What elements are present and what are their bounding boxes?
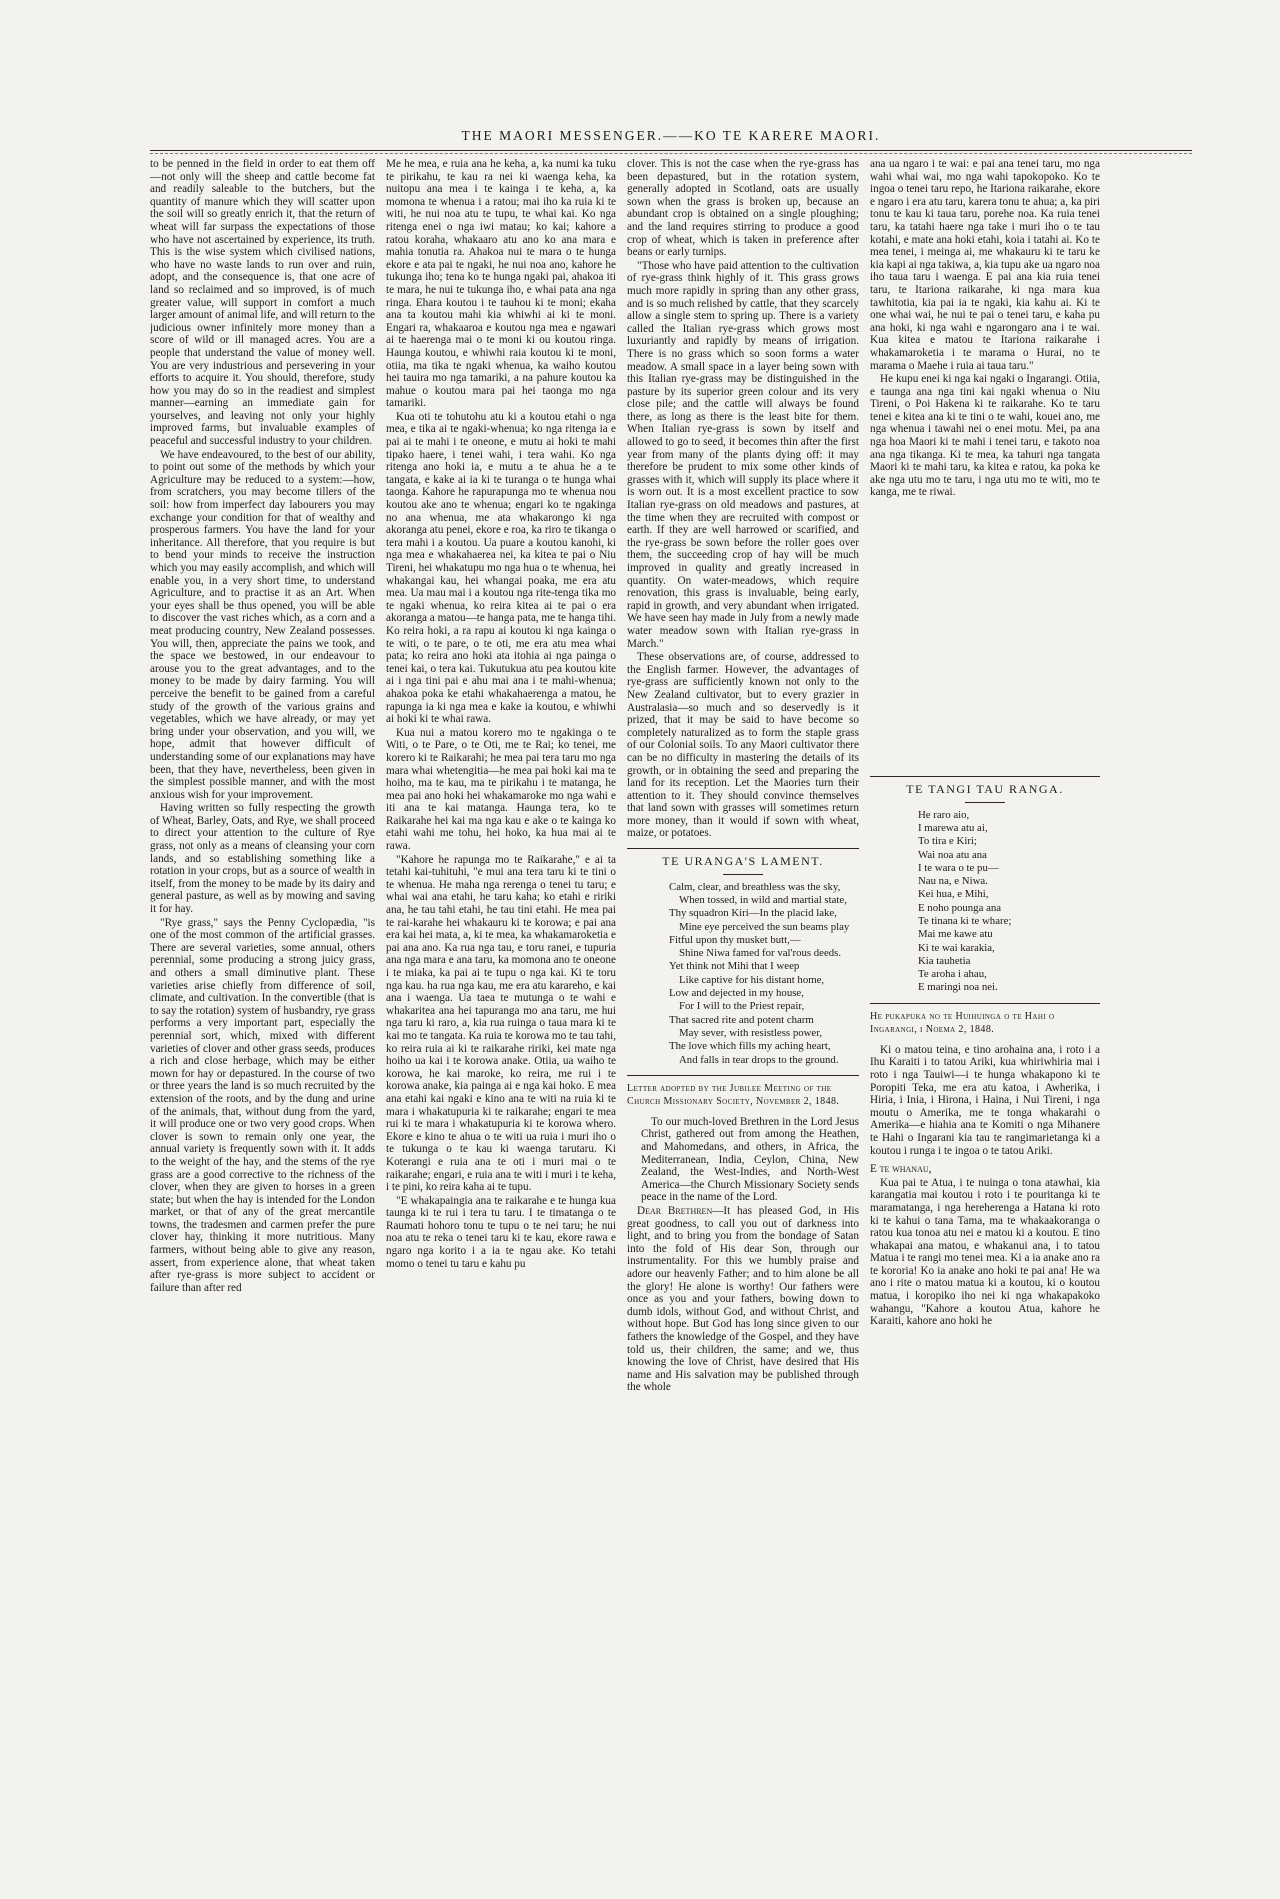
letter-salutation: Dear Brethren bbox=[637, 1204, 713, 1217]
paragraph: We have endeavoured, to the best of our ability, to point out some of the methods by which your Agriculture may be reduced to a system:—how, from scratchers, you may become tillers of the soil: how from imperfect day labourers you may exchange your condition for that of wealthy and prosperous farmers. You have the land for your inheritance. All therefore, that you require is but to bend your minds to receive the instruction which you may easily accomplish, and which will enable you, in a very short time, to understand Agriculture, and to practise it as an Art. When your eyes shall be thus opened, you will be able to discover the vast riches which, as a corn and a meat producing country, New Zealand possesses. You will, then, appreciate the pains we took, and the space we bestowed, in our endeavour to arouse you to the great advantages, and to the money to be made by dairy farming. You will perceive the benefit to be gained from a careful study of the growth of the various grains and vegetables, which we have already, or may yet bring under your observation, and you will, we hope, admit that however difficult of understanding some of our explanations may have been, that they have, nevertheless, been given in the simplest possible manner, and with the most anxious wish for your improvement. bbox=[150, 448, 375, 801]
poem-line: Mai me kawe atu bbox=[918, 928, 993, 941]
paragraph: He kupu enei ki nga kai ngaki o Ingarangi. Otiia, e taunga ana nga tini kai ngaki whenua o Niu Tireni, o Poi Hakena ki te raikarahe. Ko te taru tenei e kitea ana ki te tini o te wahi, kouei ano, me nga whenua i tawahi nei o enei motu. Mei, pa ana nga hoa Maori ki te mahi i tenei taru, e takoto noa ana nga tikanga. Ki te mea, ka tahuri nga tangata Maori ki te mahi taru, ka kitea e ratou, ka poka ke ake nga utu mo te taru, i nga utu mo te witi, mo te kanga, me te riwai. bbox=[870, 373, 1100, 499]
poem-line: When tossed, in wild and martial state, bbox=[679, 893, 847, 906]
paragraph: "Rye grass," says the Penny Cyclopædia, "is one of the most common of the artificial grasses. There are several varieties, some annual, others perennial, some producing a strong juicy grass, and others a small diminutive plant. These varieties arise chiefly from difference of soil, climate, and cultivation. In the convertible (that is to say the rotation) system of husbandry, rye grass performs a very important part, especially the perennial sort, which, mixed with different varieties of clover and other grass seeds, produces a rich and close herbage, which may be either mown for hay or depastured. In the course of two or three years the land is so much recruited by the extension of the roots, and by the dung and urine of the animals, that, without dung from the yard, it will produce one or two very good crops. When clover is sown to remain only one year, the annual variety is frequently sown with it. It adds to the weight of the hay, and the stems of the rye grass are a good corrective to the richness of the clover, when they are given to horses in a green state; but when the hay is intended for the London market, or that of any of the great mercantile towns, the tradesmen and carmen prefer the pure clover hay, thinking it more nutritious. Many farmers, without being able to give any reason, assert, from experience alone, that wheat taken after rye-grass is more subject to accident or failure than after red bbox=[150, 916, 375, 1294]
poem-maori bbox=[918, 809, 1100, 995]
poem-line: Te aroha i ahau, bbox=[918, 968, 987, 981]
column-4-maori bbox=[870, 158, 1100, 1839]
poem-line: Yet think not Mihi that I weep bbox=[669, 960, 800, 973]
letter-heading: He pukapuka no te Huihuinga o te Hahi o Ingarangi, i Noema 2, 1848. bbox=[870, 1010, 1055, 1035]
poem-line: Shine Niwa famed for val'rous deeds. bbox=[679, 947, 842, 960]
columns bbox=[150, 158, 1192, 1839]
letter-text: —It has pleased God, in His great goodness, to call you out of darkness into light, and to bring you from the bondage of Satan into the fold of His dear Son, through our instrumentality. For this we humbly praise and adore our heavenly Father; and to him alone be all the glory! He alone is worthy! Our fathers were once as you and your fathers, bowing down to dumb idols, without God, and without Christ, and without hope. But God has long since given to our fathers the knowledge of the Gospel, and they have told us, their children, the same; and we, thus knowing the love of Christ, have desired that His name and His salvation may be published through the whole bbox=[627, 1204, 859, 1394]
poem-english bbox=[669, 881, 859, 1067]
letter-paragraph: Kua pai te Atua, i te nuinga o tona atawhai, kia karangatia mai koutou i roto i te pouritanga ki te maramatanga, i nga hereherenga a Hatana ki roto ki te kahui o tana Tama, ma te whakaakoranga o ratou kua tonoa atu nei e matou ki a koutou. E tino whakapai ana matou, e whakanui ana, i to tatou Matua i te rangi mo tenei mea. Ki a ia anake ano ra te kororia! Ko ia anake ano hoki te pai ana! He wa ano i rite o matou matua ki a koutou, ki o koutou matua, i koropiko iho nei ki nga whakapakoko wahangu, "Kahore a koutou Atua, kahore he Karaiti, kahore ano hoki he bbox=[870, 1176, 1100, 1328]
paragraph: Having written so fully respecting the growth of Wheat, Barley, Oats, and Rye, we shall proceed to direct your attention to the culture of Rye grass, not only as a means of cleansing your corn lands, and so establishing something like a rotation in your crops, but as a source of wealth in itself, from the money to be made by its dairy and general pasture, as well as by mowing and saving it for hay. bbox=[150, 802, 375, 916]
letter-paragraph: Ki o matou teina, e tino arohaina ana, i roto i a Ihu Karaiti i to tatou Ariki, kua whiriwhiria mai i roto i nga Tauiwi—i te hunga whakapono ki te Poropiti Teka, me era atu katoa, i Awherika, i Hiria, i Inia, i Hirona, i Haina, i Nui Tireni, i nga moutu o Amerika, me te tonga whakarahi o Amerika—e hiahia ana te Komiti o nga Mihanere te Hahi o Ingarani kia tau te rangimarietanga ki a koutou i runga i te ingoa o te tatou Ariki. bbox=[870, 1043, 1100, 1157]
masthead-rule bbox=[150, 150, 1192, 151]
masthead: THE MAORI MESSENGER.——KO TE KARERE MAORI. bbox=[461, 128, 881, 143]
poem-line: And falls in tear drops to the ground. bbox=[679, 1053, 839, 1066]
poem-line: Ki te wai karakia, bbox=[918, 941, 995, 954]
poem-line: Te tinana ki te whare; bbox=[918, 915, 1012, 927]
paragraph: Me he mea, e ruia ana he keha, a, ka numi ka tuku te pirikahu, te kau ra nei ki waenga keha, ka nuitopu ana mea i te kainga i te keha, a, ka momona te whenua i a ratou; mai iho ka ruia ki te witi, he nui noa atu te tupu, te whai kai. Ko nga ritenga enei o nga iwi matau; ko kai; kahore a ratou koraha, whakaaro atu ano ko ana mara e mahia tonutia ra. Ahakoa nui te mara o te hunga ekore e ata pai te ngaki, he nui noa ano, kahore he tukunga iho; tena ko te hunga ngaki pai, ahakoa iti te mara, he nui te tukunga iho, e whai pata ana nga ringa. Ehara koutou i te tauhou ki te moni; ekaha ana ta koutou mahi kia whiwhi ai ki te moni. Engari ra, whakaaroa e koutou nga mea e ngawari ai te haerenga mai o te moni ki ou koutou ringa. Haunga koutou, e whiwhi raia koutou ki te moni, otiia, ma tika te ngaki whenua, ka waiho koutou hei tauira mo nga tamariki, a na pahure koutou ka mahue o koutou mara pai hei taonga mo nga tamariki. bbox=[386, 158, 616, 410]
paragraph: "Those who have paid attention to the cultivation of rye-grass think highly of it. This grass grows much more rapidly in spring than any other grass, and is so much relished by cattle, that they scarcely allow a single stem to spring up. There is a variety called the Italian rye-grass which grows most luxuriantly and rapidly by means of irrigation. There is no grass which so soon forms a water meadow. A small space in a layer being sown with this Italian rye-grass may be distinguished in the pasture by its superior green colour and its very close pile; and the cattle will always be found there, as long as there is the least bite for them. When Italian rye-grass is sown by itself and allowed to go to seed, it becomes thin after the first year from many of the plants dying off: it may therefore be prudent to mix some other kinds of grasses with it, which will supply its place where it is worn out. It is a most excellent practice to sow Italian rye-grass on old meadows and pastures, at the time when they are recruited with compost or earth. If they are well harrowed or scarified, and the rye-grass be sown before the roller goes over them, the succeeding crop of hay will be much improved in quality and greatly increased in quantity. On water-meadows, which require renovation, this grass is invaluable, being early, rapid in growth, and very abundant when irrigated. We have seen hay made in July from a newly made water meadow sown with Italian rye-grass in March." bbox=[627, 259, 859, 650]
title-rule bbox=[965, 802, 1005, 803]
poem-line: E maringi noa nei. bbox=[918, 981, 998, 994]
poem-title: TE TANGI TAU RANGA. bbox=[906, 782, 1064, 797]
poem-line: Wai noa atu ana bbox=[918, 848, 987, 861]
poem-line: Mine eye perceived the sun beams play bbox=[679, 920, 850, 933]
letter-salutation: E te whanau, bbox=[870, 1163, 932, 1176]
section-rule bbox=[627, 1075, 859, 1076]
paragraph: Kua oti te tohutohu atu ki a koutou etahi o nga mea, e tika ai te ngaki-whenua; ko nga ritenga ia e pai ai te mahi i te oneone, e mutu ai hoki te mahi tipako haere, i tenei wahi, i tera wahi. Ko nga ritenga ano hoki ia, e mutu a te ahua he a te tangata, e kake ai ia ki te turanga o te hunga whai taonga. Kahore he rapurapunga mo te whenua nou koutou ake ano te whenua; engari ko te ngakinga no ana whenua, me ata whakarongo ki nga akoranga atu penei, ekore e roa, ka riro te tikanga o tera mahi i a koutou. Ua puare a koutou kanohi, ki nga mea e whakahaerea nei, ka kitea te pai o Niu Tireni, hei whakatupu mo nga hua o te whenua, hei whakangai kau, hei whangai poaka, me era atu mea. Ua mau mai i a koutou nga rite-tenga tika mo te ngaki whenua, ko reira kitea ai te pai o era akoranga a matou—te hanga pata, me te hanga tihi. Ko reira hoki, a ra rapu ai koutou ki nga kainga o te witi, o te pare, o te oti, me era atu mea whai pata; ko reira ano hoki ata itohia ai nga painga o tenei kai, o tera kai. Tukutukua atu pea koutou kite ai i nga tini pai e ahu mai ana i te mahi-whenua; ahakoa poka ke etahi whakahaerenga a matou, he rapunga ia ki nga mea e kake ia koutou, e whiwhi ai hoki ki te whai rawa. bbox=[386, 410, 616, 726]
section-rule bbox=[870, 1003, 1100, 1004]
poem-line: Thy squadron Kiri—In the placid lake, bbox=[669, 907, 837, 920]
poem-line: Fitful upon thy musket butt,— bbox=[669, 933, 801, 946]
poem-line: Low and dejected in my house, bbox=[669, 987, 804, 1000]
poem-title: TE URANGA'S LAMENT. bbox=[662, 854, 824, 869]
poem-line: I te wara o te pu— bbox=[918, 861, 999, 874]
poem-line: Kia tauhetia bbox=[918, 954, 971, 967]
column-2-maori-agriculture bbox=[386, 158, 616, 1839]
section-rule bbox=[627, 848, 859, 849]
column-3-english bbox=[627, 158, 859, 1839]
column-gap bbox=[870, 500, 1100, 768]
poem-line: E noho pounga ana bbox=[918, 901, 1002, 914]
letter-body bbox=[627, 1205, 859, 1394]
paragraph: "E whakapaingia ana te raikarahe e te hunga kua taunga ki te rui i tera tu taru. I te timatanga o te Raumati hohoro tonu te tupu o te nei taru; he nui noa atu te reka o tenei taru ki te kau, ekore rawa e ngaro nga korito i a ia te ngau ake. Ko tetahi momo o tenei tu taru e kahu pu bbox=[386, 1194, 616, 1270]
poem-line: He raro aio, bbox=[918, 808, 970, 821]
paragraph: "Kahore he rapunga mo te Raikarahe," e ai ta tetahi kai-tuhituhi, "e mui ana tera taru ki te tini o te whenua. He maha nga rerenga o tenei tu taru; e whai wai ana etahi, he taru kaha; ko etahi e ririki ana, he tau tahi etahi, he tau tini etahi. He mea pai te rai-karahe hei whakauru ki te korowa; e pai ana era kai hei mata, a, ki te mea, ka whakamaroketia e pai ana ano. Ka rua nga tau, e toru ranei, e tupuria ana nga mara e ana taru, ka momona ano te oneone i te miaka, ka pai ai te tupu o nga kai. Ki te toru nga kau. ha rua nga kau, me era atu karareho, e kai ana i waenga. Ua taea te mutunga o te wahi e whakaritea ana hei tapuranga mo ana taru, me hui nga taru ki raro, a, kia rua ruinga o taua mara ki te kai mo te tangata. Ka ruia te korowa mo te tau tahi, ko reira ruia ai ki te raikarahe ririki, kei mate nga hoiho ua kai i te korowa anake. Otiia, ua waiho te korowa, he kai maroke, ko reira, me rui i te korowa anake, kia painga ai e nga kai hoko. E mea ana etahi kai ngaki e kino ana te witi na ruia ki te mara i whakatupuria ki te raikarahe; engari te mea rui ki te mara i whakatupuria ki te korowa whero. Ekore e kino te ahua o te witi ua ruia i muri iho o te tukunga o te kau ki waenga tarutaru. Ki Koterangi e ruia ana te oti i muri mai o te raikarahe; engari, e ruia ana te witi i muri i te keha, i te pini, ko reira kaha ai te tupu. bbox=[386, 853, 616, 1194]
column-1-english-agriculture bbox=[150, 158, 375, 1839]
section-rule bbox=[870, 776, 1100, 777]
poem-line: I marewa atu ai, bbox=[918, 821, 988, 834]
poem-line: May sever, with resistless power, bbox=[679, 1026, 823, 1039]
letter-address: To our much-loved Brethren in the Lord Jesus Christ, gathered out from among the Heathen, and Mahomedans, and others, in Africa, the Mediterranean, India, Ceylon, China, New Zealand, the West-Indies, and North-West America—the Church Missionary Society sends peace in the name of the Lord. bbox=[641, 1115, 859, 1204]
paragraph: to be penned in the field in order to eat them off—not only will the sheep and cattle become fat and readily saleable to the butchers, but the quantity of manure which they will scatter upon the soil will so greatly enrich it, that the return of wheat will far surpass the expectations of those who have not ascertained by experience, its truth. This is the wise system which civilised nations, who have no waste lands to run over and ruin, adopt, and the consequence is, that one acre of land so reclaimed and so improved, is of much greater value, will support in comfort a much larger amount of animal life, and will return to the judicious owner infinitely more money than a score of wild or ill managed acres. You are a people that understand the value of money well. You are very industrious and persevering in your efforts to acquire it. You should, therefore, study how you may do so in the readiest and simplest manner—earning an immediate gain for yourselves, and leaving not only your highly improved farms, but invaluable examples of peaceful and successful industry to your children. bbox=[150, 158, 375, 448]
title-rule bbox=[723, 874, 763, 875]
poem-line: The love which fills my aching heart, bbox=[669, 1040, 831, 1053]
poem-line: Nau na, e Niwa. bbox=[918, 875, 988, 888]
poem-line: Calm, clear, and breathless was the sky, bbox=[669, 880, 841, 893]
letter-heading: Letter adopted by the Jubilee Meeting of the Church Missionary Society, November 2, 1848. bbox=[627, 1082, 840, 1107]
poem-line: That sacred rite and potent charm bbox=[669, 1013, 814, 1026]
paragraph: clover. This is not the case when the rye-grass has been depastured, but in the rotation system, generally adopted in Scotland, oats are usually sown when the grass is broken up, because an abundant crop is obtained on a single ploughing; and the land requires stirring to produce a good crop of wheat, which is taken in preference after beans or early turnips. bbox=[627, 158, 859, 259]
poem-line: Like captive for his distant home, bbox=[679, 973, 825, 986]
poem-line: Kei hua, e Mihi, bbox=[918, 888, 989, 901]
masthead-rule-dotted bbox=[150, 153, 1192, 154]
paragraph: These observations are, of course, addressed to the English farmer. However, the advantages of rye-grass are sufficiently known not only to the New Zealand cultivator, but to every grazier in Australasia—so much and so deservedly is it prized, that it may be said to have become so completely naturalized as to form the staple grass of our Colonial soils. To any Maori cultivator there can be no difficulty in mastering the details of its growth, or in obtaining the seed and preparing the land for its reception. Let the Maories turn their attention to it. They should convince themselves that land sown with grasses will sometimes return more money, than it would if sown with wheat, maize, or potatoes. bbox=[627, 651, 859, 840]
paragraph: ana ua ngaro i te wai: e pai ana tenei taru, mo nga wahi whai wai, mo nga wahi tapokopoko. Ko te ingoa o tenei taru repo, he Itariona raikarahe, ekore e ngaro i era atu taru, karera tonu te ahua; a, ka piri tonu te kau ki taua taru, porehe noa. Ka ruia tenei taru, ka tatahi haere nga take i muri iho o te tau kotahi, e mate ana hoki etahi, koia i tatahi ai. Ko te mea tenei, i meinga ai, me whakauru ki te taru ke kia kapi ai nga takiwa, a, kia tupu ake ua ngaro noa iho taua taru i waenga. E pai ana kia ruia tenei taru, te Itariona raikarahe, ki nga mara kua tawhitotia, kia pai ia te ngaki, kia kahu ai. Ki te one whai wai, he nui te pai o tenei taru, e kaha pu ana hoki, ki nga wahi e ngarongaro ana i te wai. Kua kitea e matou te Itariona raikarahe i whakamaroketia i te marama o Hurai, no te marama o Maehe i ruia ai taua taru." bbox=[870, 158, 1100, 372]
paragraph: Kua nui a matou korero mo te ngakinga o te Witi, o te Pare, o te Oti, me te Rai; ko tenei, me korero ki te Raikarahi; he mea pai tera taru mo nga mara whai whetengitia—he mea pai hoki kai ma te hoiho, ma te kau, ma te pirikahu i te matanga, he mea pai ano hoki hei whakamaroke mo nga wahi e iti ana te kai matanga. Haunga tera, ko te Raikarahe hei kai ma nga kau e ake o te kainga ko etahi wahi me tohu, hei hoko, ka hua mai ai te rawa. bbox=[386, 726, 616, 853]
poem-line: For I will to the Priest repair, bbox=[679, 1000, 805, 1013]
poem-line: To tira e Kiri; bbox=[918, 835, 977, 848]
